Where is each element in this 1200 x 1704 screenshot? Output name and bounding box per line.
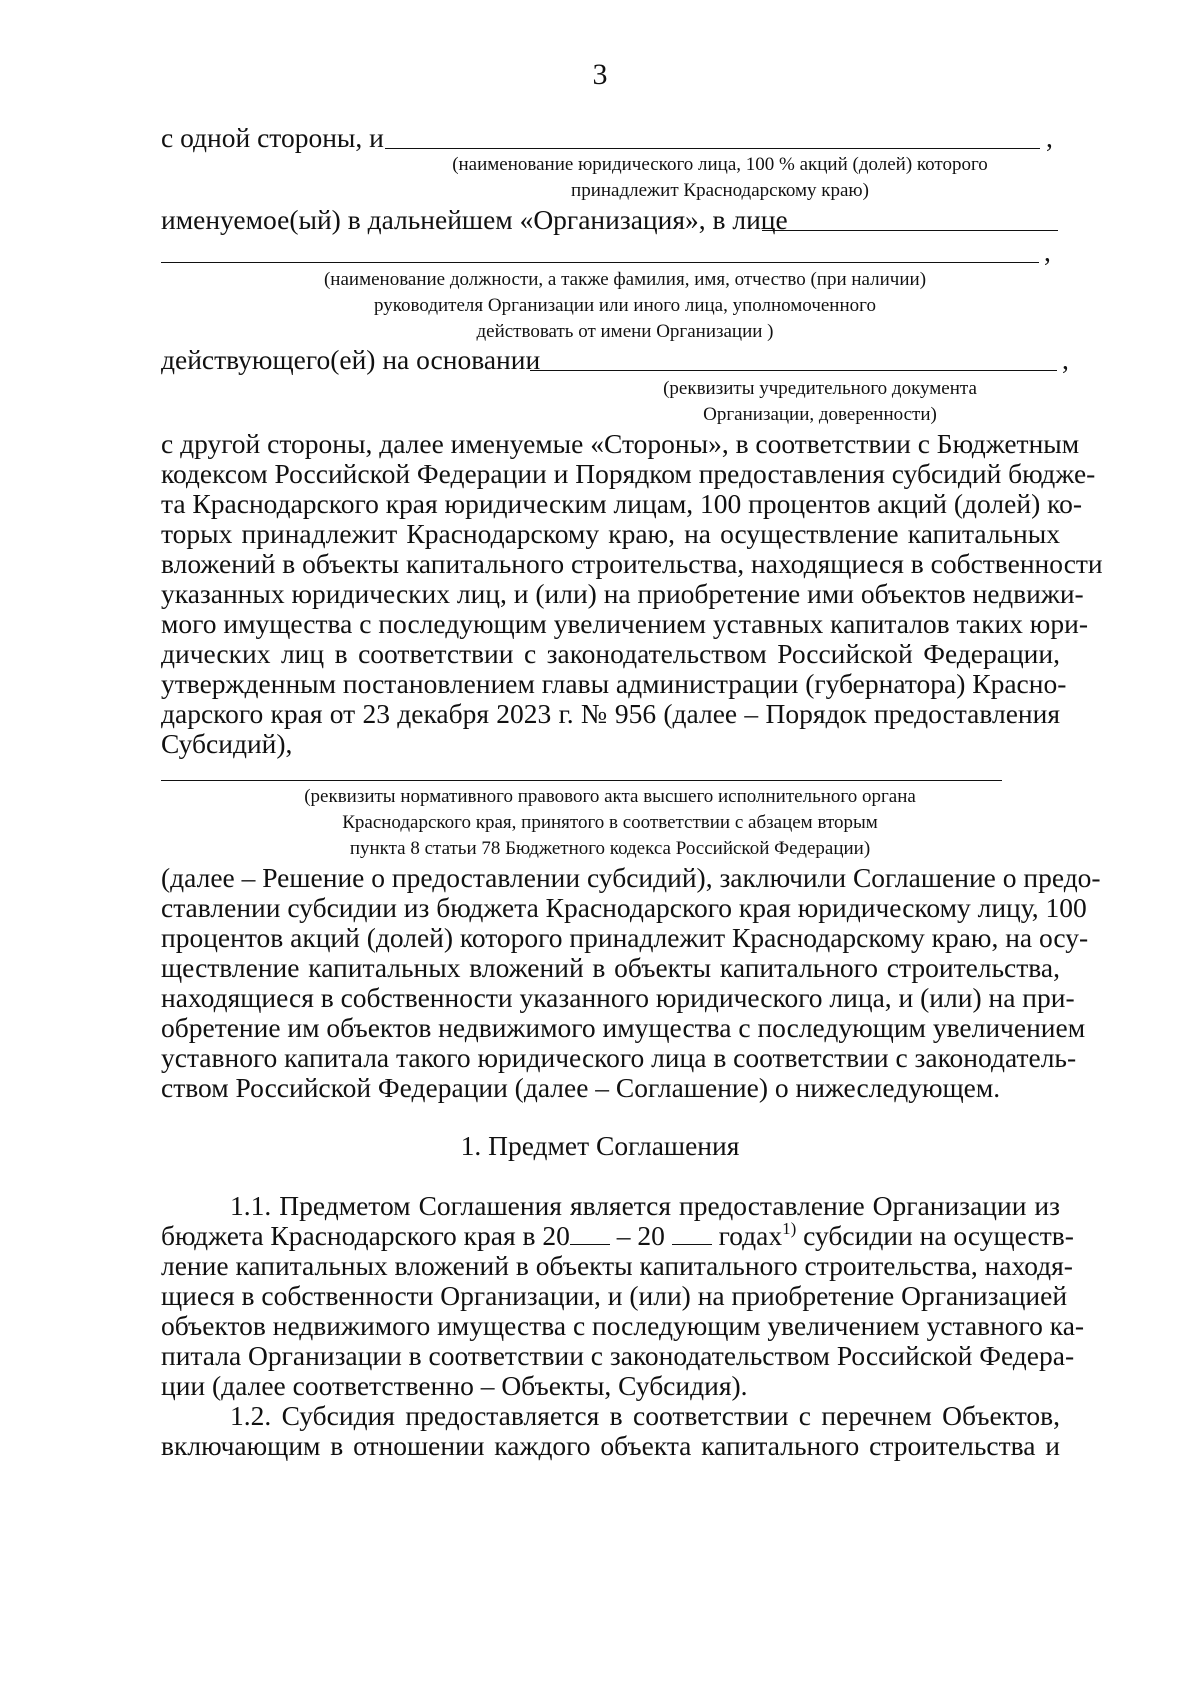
- party-line-3-comma: ,: [1044, 236, 1051, 267]
- clause-1-1-line: ление капитальных вложений в объекты капитального строительства, находя-: [161, 1250, 1073, 1281]
- caption-legal-entity-1: (наименование юридического лица, 100 % акций (долей) которого: [452, 154, 988, 175]
- clause-1-1-text: годах: [718, 1220, 783, 1251]
- caption-legal-entity-2: принадлежит Краснодарскому краю): [571, 180, 869, 201]
- year-blank-to: [672, 1224, 712, 1245]
- clause-1-2-line: включающим в отношении каждого объекта капитального строительства и: [161, 1430, 1060, 1461]
- paragraph2-line: обретение им объектов недвижимого имущества с последующим увеличением: [161, 1012, 1086, 1043]
- fill-line-legal-entity: [385, 148, 1040, 149]
- party-line-1-comma: ,: [1046, 122, 1053, 153]
- clause-1-1-text: бюджета Краснодарского края в 20: [161, 1220, 570, 1251]
- clause-1-1-line: ции (далее соответственно – Объекты, Субсидия).: [161, 1370, 748, 1401]
- paragraph1-line: та Краснодарского края юридическим лицам, 100 процентов акций (долей) ко-: [161, 488, 1082, 519]
- clause-1-1-line: 1.1. Предметом Соглашения является предоставление Организации из: [230, 1190, 1060, 1221]
- paragraph1-line: мого имущества с последующим увеличением уставных капиталов таких юри-: [161, 608, 1088, 639]
- caption-normative-act-1: (реквизиты нормативного правового акта высшего исполнительного органа: [304, 786, 916, 807]
- caption-normative-act-3: пункта 8 статьи 78 Бюджетного кодекса Российской Федерации): [349, 838, 871, 859]
- caption-founding-doc-1: (реквизиты учредительного документа: [663, 378, 977, 399]
- paragraph2-line: ставлении субсидии из бюджета Краснодарского края юридическому лицу, 100: [161, 892, 1087, 923]
- clause-1-1-line: питала Организации в соответствии с законодательством Российской Федера-: [161, 1340, 1075, 1371]
- paragraph1-line: дических лиц в соответствии с законодательством Российской Федерации,: [161, 638, 1060, 669]
- paragraph1-line: с другой стороны, далее именуемые «Стороны», в соответствии с Бюджетным: [161, 428, 1080, 459]
- paragraph2-line: ществление капитальных вложений в объекты капитального строительства,: [161, 952, 1060, 983]
- page-number: 3: [592, 58, 608, 91]
- clause-1-1-text: субсидии на осуществ-: [803, 1220, 1074, 1251]
- paragraph1-line: дарского края от 23 декабря 2023 г. № 956 (далее – Порядок предоставления: [161, 698, 1060, 729]
- caption-normative-act-2: Краснодарского края, принятого в соответствии с абзацем вторым: [342, 812, 878, 833]
- caption-position-2: руководителя Организации или иного лица, уполномоченного: [374, 295, 876, 316]
- paragraph2-line: находящиеся в собственности указанного юридического лица, и (или) на при-: [161, 982, 1075, 1013]
- paragraph2-line: ством Российской Федерации (далее – Соглашение) о нижеследующем.: [161, 1072, 1001, 1103]
- clause-1-1-years-line: [161, 1219, 1074, 1252]
- caption-position-3: действовать от имени Организации ): [476, 321, 774, 342]
- clause-1-1-line: объектов недвижимого имущества с последующим увеличением уставного ка-: [161, 1310, 1085, 1341]
- caption-founding-doc-2: Организации, доверенности): [703, 404, 937, 425]
- paragraph2-line: процентов акций (долей) которого принадлежит Краснодарскому краю, на осу-: [161, 922, 1089, 953]
- caption-position-1: (наименование должности, а также фамилия, имя, отчество (при наличии): [323, 269, 927, 290]
- paragraph2-line: (далее – Решение о предоставлении субсидий), заключили Соглашение о предо-: [161, 862, 1101, 893]
- party-line-4: действующего(ей) на основании: [161, 344, 541, 375]
- paragraph1-line: указанных юридических лиц, и (или) на приобретение ими объектов недвижи-: [161, 578, 1084, 609]
- party-line-2: именуемое(ый) в дальнейшем «Организация», в лице: [161, 204, 788, 235]
- fill-line-representative: [762, 230, 1058, 231]
- clause-1-1-line: щиеся в собственности Организации, и (или) на приобретение Организацией: [161, 1280, 1068, 1311]
- paragraph1-line: торых принадлежит Краснодарскому краю, на осуществление капитальных: [161, 518, 1060, 549]
- fill-line-basis: [530, 370, 1057, 371]
- clause-1-2-line: 1.2. Субсидия предоставляется в соответствии с перечнем Объектов,: [230, 1400, 1060, 1431]
- paragraph1-line: утвержденным постановлением главы администрации (губернатора) Красно-: [161, 668, 1067, 699]
- section-heading: 1. Предмет Соглашения: [460, 1130, 740, 1161]
- clause-1-1-text: – 20: [616, 1220, 665, 1251]
- fill-line-normative-act: [161, 780, 1002, 781]
- year-blank-from: [570, 1224, 610, 1245]
- paragraph1-line: кодексом Российской Федерации и Порядком предоставления субсидий бюдже-: [161, 458, 1096, 489]
- paragraph1-line: вложений в объекты капитального строительства, находящиеся в собственности: [161, 548, 1103, 579]
- party-line-1: с одной стороны, и: [161, 122, 384, 153]
- paragraph1-line: Субсидий),: [161, 728, 293, 759]
- footnote-mark: 1): [782, 1219, 797, 1238]
- fill-line-representative-cont: [161, 262, 1039, 263]
- paragraph2-line: уставного капитала такого юридического лица в соответствии с законодатель-: [161, 1042, 1077, 1073]
- party-line-4-comma: ,: [1062, 344, 1069, 375]
